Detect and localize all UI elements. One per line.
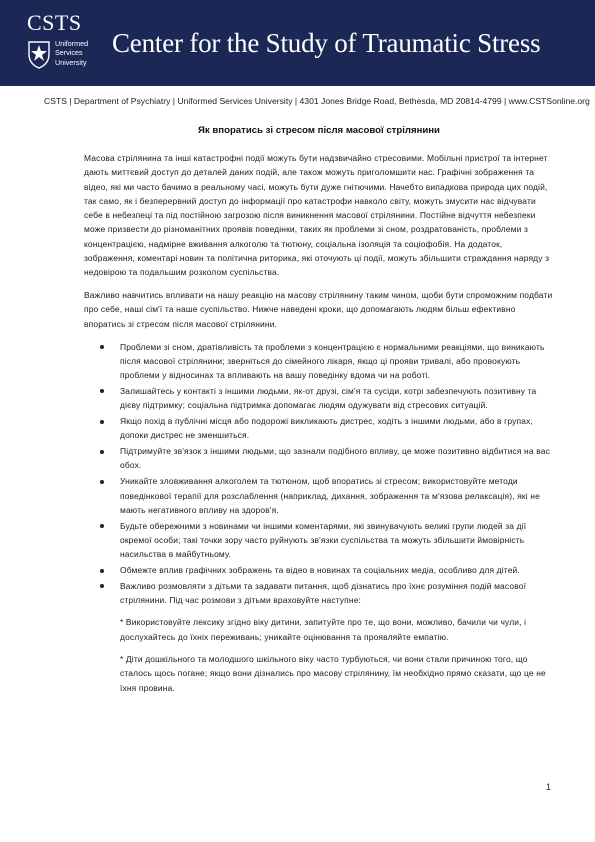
logo-subtitle [55, 39, 88, 67]
list-item [84, 444, 554, 473]
list-item [84, 340, 554, 383]
logo-sub-line-3: University [55, 57, 87, 67]
list-item-text: Уникайте зловживання алкоголем та тютюном, щоб впоратись зі стресом; використовуйте методи поведінкової терапії для розслаблення (наприклад, дихання, зображення та м'язова релаксація), які не мають негативного впливу на здоров'я. [120, 476, 540, 515]
list-item [84, 414, 554, 443]
children-tip-1: * Використовуйте лексику згідно віку дитини, запитуйте про те, що вони, можливо, бачили чи чули, і дослухайтесь до їхніх переживань; уникайте оцінювання та проявляйте емпатію. [120, 617, 527, 642]
list-item-text: Проблеми зі сном, дратівливість та проблеми з концентрацією є нормальними реакціями, що виникають після масової стрілянини; зверніться до сімейного лікаря, якщо ці прояви тривалі, або провокують проблеми у відносинах та впливають на вашу поведінку вдома чи на роботі. [120, 341, 545, 381]
list-item-text: Обмежте вплив графічних зображень та відео в новинах та соціальних медіа, особливо для дітей. [120, 565, 520, 576]
steps-intro-paragraph: Важливо навчитись впливати на нашу реакцію на масову стрілянину таким чином, щоби бути спроможним подбати про себе, наші сім'ї та наше суспільство. Нижче наведені кроки, що допомагають людям більш ефективно впоратись зі стресом після масової стрілянини. [84, 290, 553, 329]
list-item [84, 563, 554, 577]
document-body [84, 124, 554, 695]
page-number: 1 [546, 782, 552, 792]
children-tip-2: * Діти дошкільного та молодшого шкільного віку часто турбуються, чи вони стали причиною того, що сталось щось погане; якщо вони дізнались про масову стрілянину, їм необхідно прямо сказати, що це не їхня провина. [120, 654, 546, 693]
list-item [84, 384, 554, 413]
bullet-icon [100, 569, 104, 573]
document-title: Як впоратись зі стресом після масової стрілянини [198, 125, 440, 136]
list-item [84, 519, 554, 562]
logo-text: CSTS [27, 10, 82, 35]
list-item-text: Будьте обережними з новинами чи іншими коментарями, які звинувачують великі групи людей за дії окремої особи; такі точки зору часто руйнують зв'язки суспільства та можуть збільшити ймовірність насильства в майбутньому. [120, 520, 527, 560]
university-seal-icon [27, 40, 51, 70]
list-item-text: Якщо похід в публічні місця або подорожі викликають дистрес, ходіть з іншими людьми, або в групах, допоки дистрес не зменшиться. [120, 416, 533, 441]
coping-steps-list [84, 340, 554, 608]
bullet-icon [100, 345, 104, 349]
logo-sub-line-2: Services [55, 48, 83, 58]
bullet-icon [100, 450, 104, 454]
list-item-text: Залишайтесь у контакті з іншими людьми, як-от друзі, сім'я та сусіди, котрі забезпечують позитивну та дієву підтримку; соціальна підтримка допомагає людям одужувати від стресових ситуацій. [120, 385, 537, 411]
header-banner [0, 0, 595, 86]
bullet-icon [100, 420, 104, 424]
address-line: CSTS | Department of Psychiatry | Uniformed Services University | 4301 Jones Bridge Road, Bethesda, MD 20814-4799 | www.CSTSonline.org [44, 96, 590, 106]
bullet-icon [100, 480, 104, 484]
list-item-text: Важливо розмовляти з дітьми та задавати питання, щоб дізнатись про їхнє розуміння подій масової стрілянини. Під час розмови з дітьми враховуйте наступне: [120, 580, 527, 606]
list-item [84, 474, 554, 517]
csts-logo [26, 12, 108, 74]
intro-paragraph: Масова стрілянина та інші катастрофні події можуть бути надзвичайно стресовими. Мобільні пристрої та інтернет дають миттєвий доступ до деталей даних подій, але також можуть приголомшити нас. Графічні зображення та відео, які ми часто бачимо в реальному часі, можуть бути дуже гнітючими. Начебто випадкова природа цих подій, так само, як і безперервний доступ до інформації про катастрофи навколо світу, можуть змусити нас відчувати себе в небезпеці та під постійною загрозою після виникнення масової стрілянини. Постійне відчуття небезпеки може призвести до різноманітних проявів поведінки, таких як проблеми зі сном, роздратованість, проблеми з концентрацією, надмірне вживання алкоголю та тютюну, соціальна ізоляція та соціофобія. На додаток, зображення, коментарі новин та політична риторика, які оточують ці події, можуть збільшити страждання наряду з недовірою та подальшим розколом суспільства. [84, 153, 550, 278]
bullet-icon [100, 524, 104, 528]
logo-sub-line-1: Uniformed [55, 39, 89, 48]
bullet-icon [100, 389, 104, 393]
bullet-icon [100, 584, 104, 588]
list-item-text: Підтримуйте зв'язок з іншими людьми, що зазнали подібного впливу, це може позитивно відбитися на вас обох. [120, 446, 550, 471]
center-title: Center for the Study of Traumatic Stress [112, 28, 541, 58]
list-item [84, 579, 554, 608]
